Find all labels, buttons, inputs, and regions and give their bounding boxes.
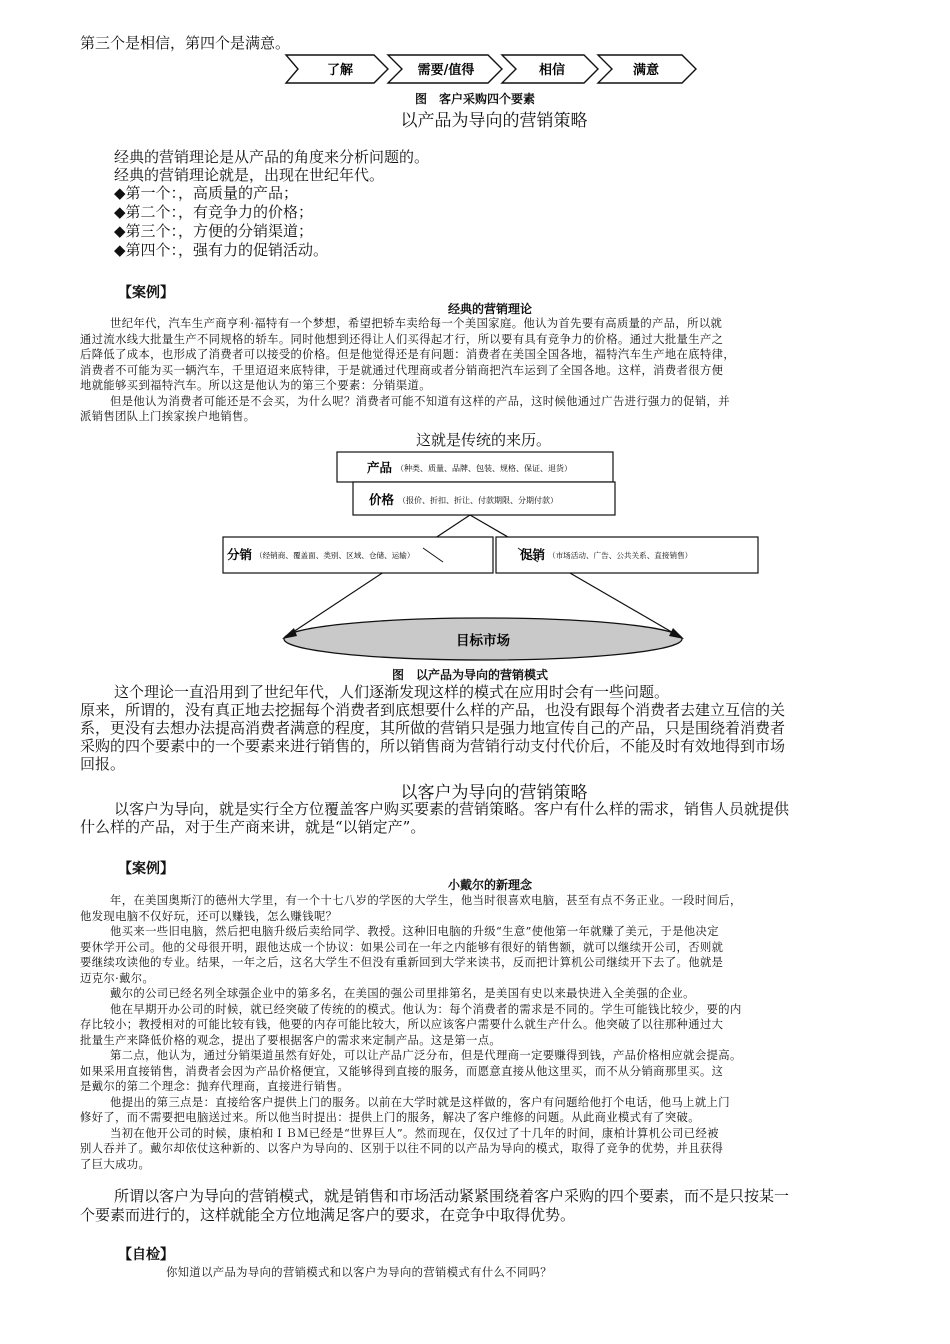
intro-line: 第三个是相信，第四个是满意。 [80, 34, 291, 52]
case-2-line: 他提出的第三点是：直接给客户提供上门的服务。以前在大学时就是这样做的，客户有问题给他打个电话，他马上就上门 [110, 1095, 730, 1109]
target-market-label: 目标市场 [456, 633, 510, 649]
case-1-line: 后降低了成本，也形成了消费者可以接受的价格。但是他觉得还是有问题：消费者在美国全国各地，福特汽车生产地在底特律， [80, 348, 736, 361]
section-1-paragraph: 经典的营销理论是从产品的角度来分析问题的。 [114, 148, 430, 166]
case-2-line: 他发现电脑不仅好玩，还可以赚钱，怎么赚钱呢？ [80, 909, 338, 923]
distribution-detail: （经销商、覆盖面、类别、区域、仓储、运输） [255, 551, 415, 560]
case-2-line: 迈克尔·戴尔。 [80, 971, 155, 985]
case-label: 【案例】 [118, 285, 174, 301]
case-2-line: 要休学开公司。他的父母很开明，跟他达成一个协议：如果公司在一年之内能够有很好的销售额，就可以继续开公司，否则就 [80, 940, 724, 954]
case-1-text [80, 316, 872, 425]
section-1-title: 以产品为导向的营销策略 [400, 111, 588, 131]
case-1-line: 地就能够买到福特汽车。所以这是他认为的第三个要素：分销渠道。 [80, 379, 431, 392]
figure-2-caption: 图 以产品为导向的营销模式 [391, 668, 548, 682]
bullet-item: ◆第二个：，有竞争力的价格； [114, 203, 314, 221]
self-check-question: 你知道以产品为导向的营销模式和以客户为导向的营销模式有什么不同吗？ [166, 1266, 553, 1279]
summary-text [80, 1187, 872, 1225]
bullet-item: ◆第三个：，方便的分销渠道； [114, 222, 314, 240]
paragraph-line: 回报。 [80, 755, 126, 773]
case-2-line: 存比较小；教授相对的可能比较有钱，他要的内存可能比较大，所以应该客户需要什么就生产什么。他突破了以往那种通过大 [80, 1018, 724, 1031]
case-1-line: 世纪年代，汽车生产商亨利·福特有一个梦想，希望把轿车卖给每一个美国家庭。他认为首先要有高质量的产品，所以就 [110, 317, 723, 330]
case-label: 【案例】 [118, 861, 174, 877]
purchase-elements-diagram [284, 53, 700, 87]
arrow-step-4: 满意 [632, 63, 660, 78]
case-1-line: 消费者不可能为买一辆汽车，千里迢迢来底特律，于是就通过代理商或者分销商把汽车运到了全国各地。这样，消费者很方便 [80, 363, 724, 377]
product-label: 产品 [367, 460, 393, 475]
case-2-line: 要继续攻读他的专业。结果，一年之后，这名大学生不但没有重新回到大学来读书，反而把计算机公司继续开下去了。他就是 [80, 956, 724, 969]
arrow-step-3: 相信 [538, 63, 566, 78]
case-1-line: 但是他认为消费者可能还是不会买，为什么呢？消费者可能不知道有这样的产品，这时候他通过广告进行强力的促销，并 [110, 394, 730, 408]
product-detail: （种类、质量、品牌、包装、规格、保证、退货） [396, 464, 572, 473]
case-1-title: 经典的营销理论 [447, 302, 532, 316]
case-2-line: 了巨大成功。 [80, 1157, 151, 1171]
product-oriented-marketing-diagram [218, 448, 766, 663]
case-2-line: 如果采用直接销售，消费者会因为产品价格便宜，又能够得到直接的服务，而愿意直接从他这里买，而不从分销商那里买。这 [80, 1064, 724, 1078]
arrow-step-1: 了解 [326, 63, 354, 78]
case-1-line: 派销售团队上门挨家挨户地销售。 [80, 410, 256, 423]
case-2-line: 别人吞并了。戴尔却依仗这种新的、以客户为导向的、区别于以往不同的以产品为导向的模式，取得了竞争的优势，并且获得 [80, 1142, 724, 1155]
paragraph-line: 什么样的产品，对于生产商来讲，就是“以销定产”。 [80, 818, 426, 836]
section-2-title: 以客户为导向的营销策略 [400, 783, 588, 803]
case-2-text [80, 893, 872, 1172]
section-1-paragraph: 经典的营销理论就是，出现在世纪年代。 [114, 166, 385, 184]
price-detail: （报价、折扣、折让、付款期限、分期付款） [398, 496, 558, 505]
distribution-label: 分销 [227, 547, 253, 562]
case-2-line: 当初在他开公司的时候，康柏和ＩＢＭ已经是“世界巨人”。然而现在，仅仅过了十几年的时间，康柏计算机公司已经被 [110, 1126, 719, 1140]
arrow-step-2: 需要/值得 [417, 63, 475, 78]
paragraph-line: 所谓以客户为导向的营销模式，就是销售和市场活动紧紧围绕着客户采购的四个要素，而不是只按某一 [114, 1187, 790, 1205]
paragraph-line: 个要素而进行的，这样就能全方位地满足客户的要求，在竞争中取得优势。 [80, 1206, 576, 1224]
case-2-title: 小戴尔的新理念 [447, 878, 532, 892]
bullet-item: ◆第四个：，强有力的促销活动。 [114, 241, 329, 259]
price-label: 价格 [369, 492, 395, 507]
case-2-line: 戴尔的公司已经名列全球强企业中的第多名，在美国的强公司里排第名，是美国有史以来最快进入全美强的企业。 [110, 987, 695, 1000]
paragraph-line: 这个理论一直沿用到了世纪年代，人们逐渐发现这样的模式在应用时会有一些问题。 [114, 683, 670, 701]
case-2-line: 他在早期开办公司的时候，就已经突破了传统的的模式。他认为：每个消费者的需求是不同的。学生可能钱比较少，要的内 [110, 1002, 742, 1016]
figure-1-caption: 图 客户采购四个要素 [414, 92, 535, 106]
case-2-line: 他买来一些旧电脑，然后把电脑升级后卖给同学、教授。这种旧电脑的升级“生意”使他第一年就赚了美元，于是他决定 [110, 925, 719, 938]
self-check-label: 【自检】 [118, 1247, 174, 1263]
tradition-line: 这就是传统的来历。 [416, 431, 552, 449]
case-2-line: 批量生产来降低价格的观念，提出了要根据客户的需求来定制产品。这是第一点。 [80, 1033, 502, 1047]
paragraph-line: 系，更没有去想办法提高消费者满意的程度，其所做的营销只是强力地宣传自己的产品，只是围绕着消费者 [80, 719, 786, 737]
case-2-line: 第二点，他认为，通过分销渠道虽然有好处，可以让产品广泛分布，但是代理商一定要赚得到钱，产品价格相应就会提高。 [110, 1049, 742, 1062]
paragraph-line: 采购的四个要素中的一个要素来进行销售的，所以销售商为营销行动支付代价后，不能及时有效地得到市场 [80, 737, 786, 755]
bullet-item: ◆第一个：，高质量的产品； [114, 184, 299, 202]
after-figure-2-text [80, 683, 872, 773]
case-2-line: 是戴尔的第二个理念：抛弃代理商，直接进行销售。 [80, 1080, 350, 1093]
paragraph-line: 原来，所谓的，没有真正地去挖掘每个消费者到底想要什么样的产品，也没有跟每个消费者去建立互信的关 [80, 701, 786, 719]
promotion-label: 促销 [520, 547, 546, 562]
section-2-text [80, 800, 872, 836]
case-2-line: 修好了，而不需要把电脑送过来。所以他当时提出：提供上门的服务，解决了客户维修的问题。从此商业模式有了突破。 [80, 1111, 700, 1124]
case-1-line: 通过流水线大批量生产不同规格的轿车。同时他想到还得让人们买得起才行，所以要有具有竞争力的价格。通过大批量生产之 [80, 332, 724, 346]
promotion-detail: （市场活动、广告、公共关系、直接销售） [548, 551, 693, 560]
paragraph-line: 以客户为导向，就是实行全方位覆盖客户购买要素的营销策略。客户有什么样的需求，销售人员就提供 [114, 800, 790, 818]
case-2-line: 年，在美国奥斯汀的德州大学里，有一个十七八岁的学医的大学生，他当时很喜欢电脑，甚至有点不务正业。一段时间后， [110, 894, 742, 907]
